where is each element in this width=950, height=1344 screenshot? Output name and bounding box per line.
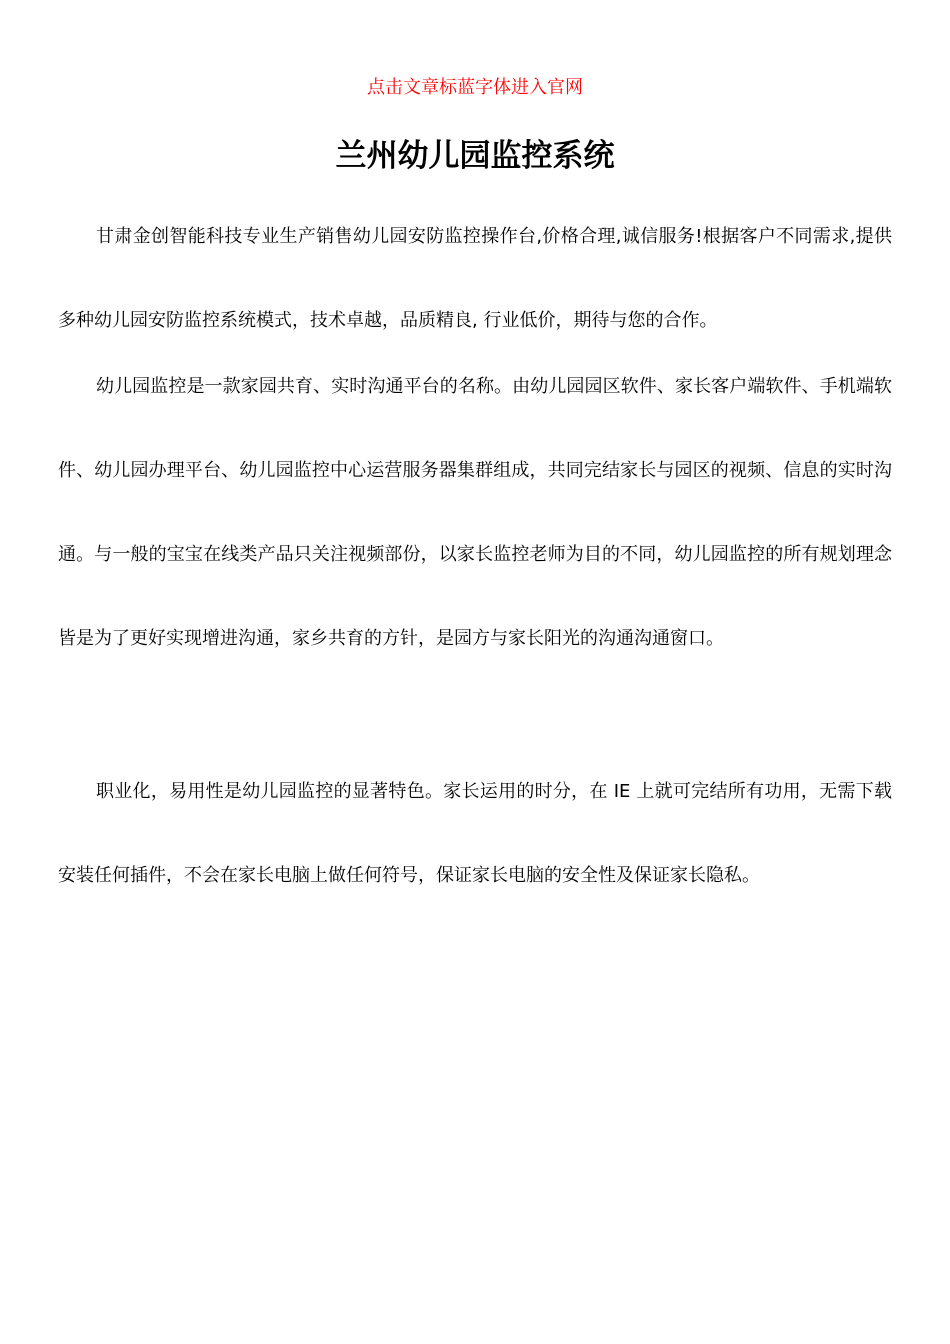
paragraph-features: 职业化，易用性是幼儿园监控的显著特色。家长运用的时分，在 IE 上就可完结所有功用，无需下载安装任何插件，不会在家长电脑上做任何符号，保证家长电脑的安全性及保证家长隐私。	[58, 781, 892, 886]
official-site-link[interactable]: 点击文章标蓝字体进入官网	[367, 77, 583, 98]
paragraph-intro: 甘肃金创智能科技专业生产销售幼儿园安防监控操作台,价格合理,诚信服务!根据客户不同需求,提供多种幼儿园安防监控系统模式，技术卓越，品质精良, 行业低价，期待与您的合作。	[58, 226, 892, 331]
paragraph-description: 幼儿园监控是一款家园共育、实时沟通平台的名称。由幼儿园园区软件、家长客户端软件、手机端软件、幼儿园办理平台、幼儿园监控中心运营服务器集群组成，共同完结家长与园区的视频、信息的实时沟通。与一般的宝宝在线类产品只关注视频部份，以家长监控老师为目的不同，幼儿园监控的所有规划理念皆是为了更好实现增进沟通，家乡共育的方针，是园方与家长阳光的沟通沟通窗口。	[58, 376, 892, 649]
page-title: 兰州幼儿园监控系统	[335, 138, 615, 174]
